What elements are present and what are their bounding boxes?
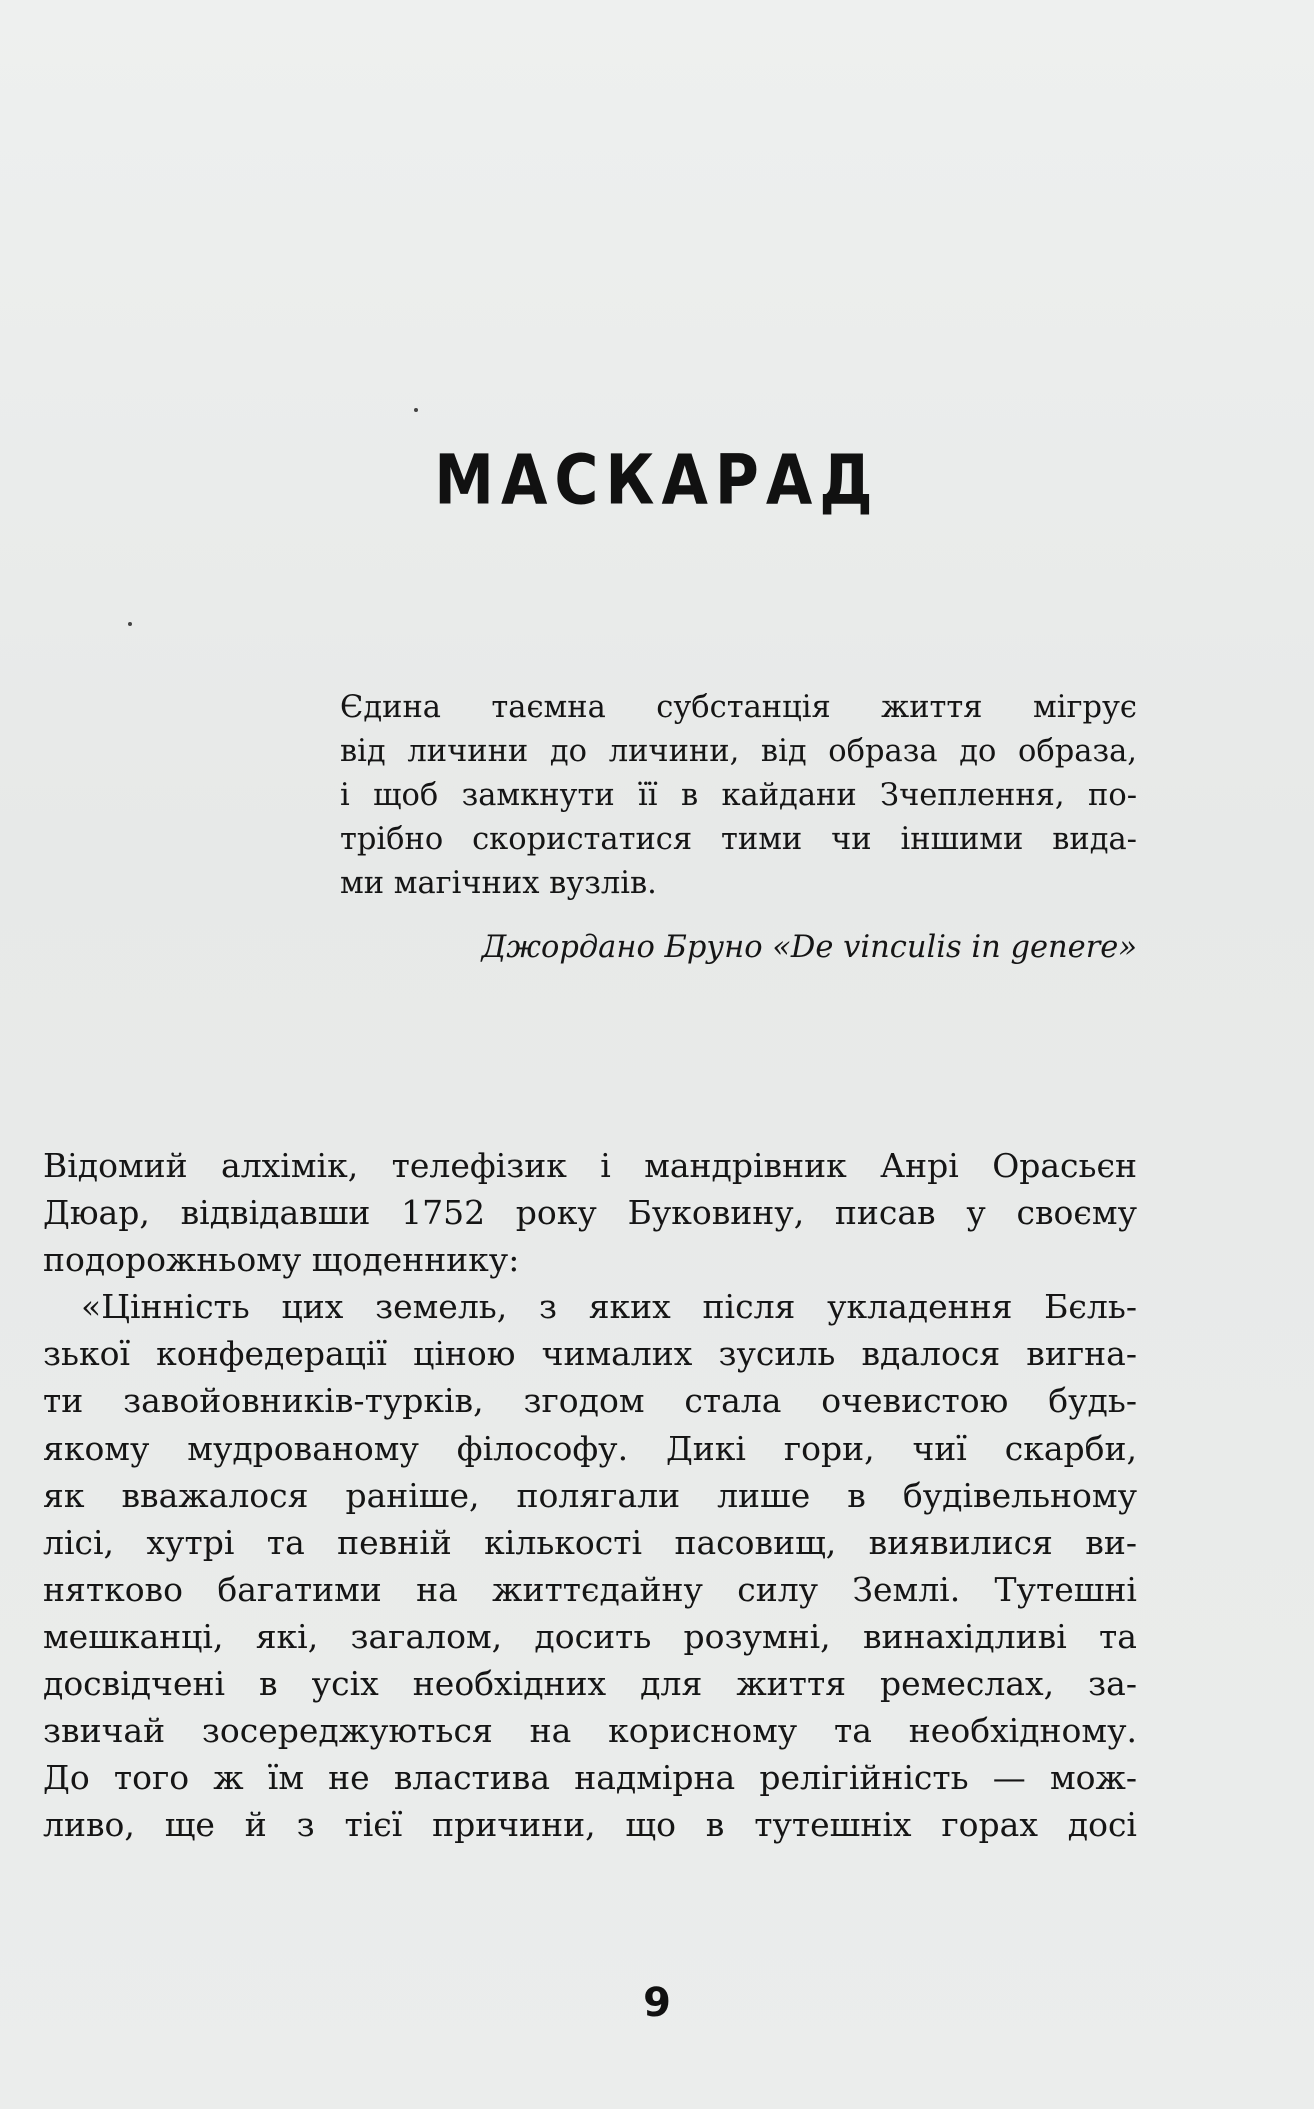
body-line: Дюар, відвідавши 1752 року Буковину, писав у своєму <box>43 1193 1137 1233</box>
body-line: подорожньому щоденнику: <box>43 1240 520 1280</box>
body-line: досвідчені в усіх необхідних для життя ремеслах, за- <box>43 1664 1137 1704</box>
body-line: До того ж їм не властива надмірна релігійність — мож- <box>43 1758 1137 1798</box>
body-line: мешканці, які, загалом, досить розумні, винахідливі та <box>43 1616 1137 1656</box>
body-line: ливо, ще й з тієї причини, що в тутешніх горах досі <box>43 1805 1137 1845</box>
body-line: звичай зосереджуються на корисному та необхідному. <box>43 1711 1137 1751</box>
body-line: якому мудрованому філософу. Дикі гори, чиї скарби, <box>43 1428 1137 1468</box>
chapter-title: МАСКАРАД <box>434 440 880 521</box>
print-speck <box>414 408 418 412</box>
page-number: 9 <box>643 1980 671 2026</box>
print-speck <box>128 622 132 626</box>
epigraph-line: трібно скористатися тими чи іншими вида- <box>340 822 1137 857</box>
body-line: нятково багатими на життєдайну силу Землі. Тутешні <box>43 1569 1137 1609</box>
body-line: як вважалося раніше, полягали лише в будівельному <box>43 1475 1137 1515</box>
epigraph-attribution: Джордано Бруно «De vinculis in genere» <box>481 930 1137 965</box>
body-line: ти завойовників-турків, згодом стала очевистою будь- <box>43 1381 1137 1421</box>
body-line: Відомий алхімік, телефізик і мандрівник Анрі Орасьєн <box>43 1146 1137 1185</box>
body-line: зької конфедерації ціною чималих зусиль вдалося вигна- <box>43 1334 1137 1374</box>
epigraph-line: і щоб замкнути її в кайдани Зчеплення, по- <box>340 778 1137 813</box>
body-text <box>43 1142 1137 1848</box>
epigraph-line: від личини до личини, від образа до образа, <box>340 734 1137 769</box>
epigraph-line: ми магічних вузлів. <box>340 866 657 901</box>
epigraph-line: Єдина таємна субстанція життя мігрує <box>340 690 1137 725</box>
epigraph <box>340 686 1137 906</box>
body-line: «Цінність цих земель, з яких після укладення Бєль- <box>81 1287 1137 1327</box>
body-line: лісі, хутрі та певній кількості пасовищ, виявилися ви- <box>43 1522 1137 1562</box>
